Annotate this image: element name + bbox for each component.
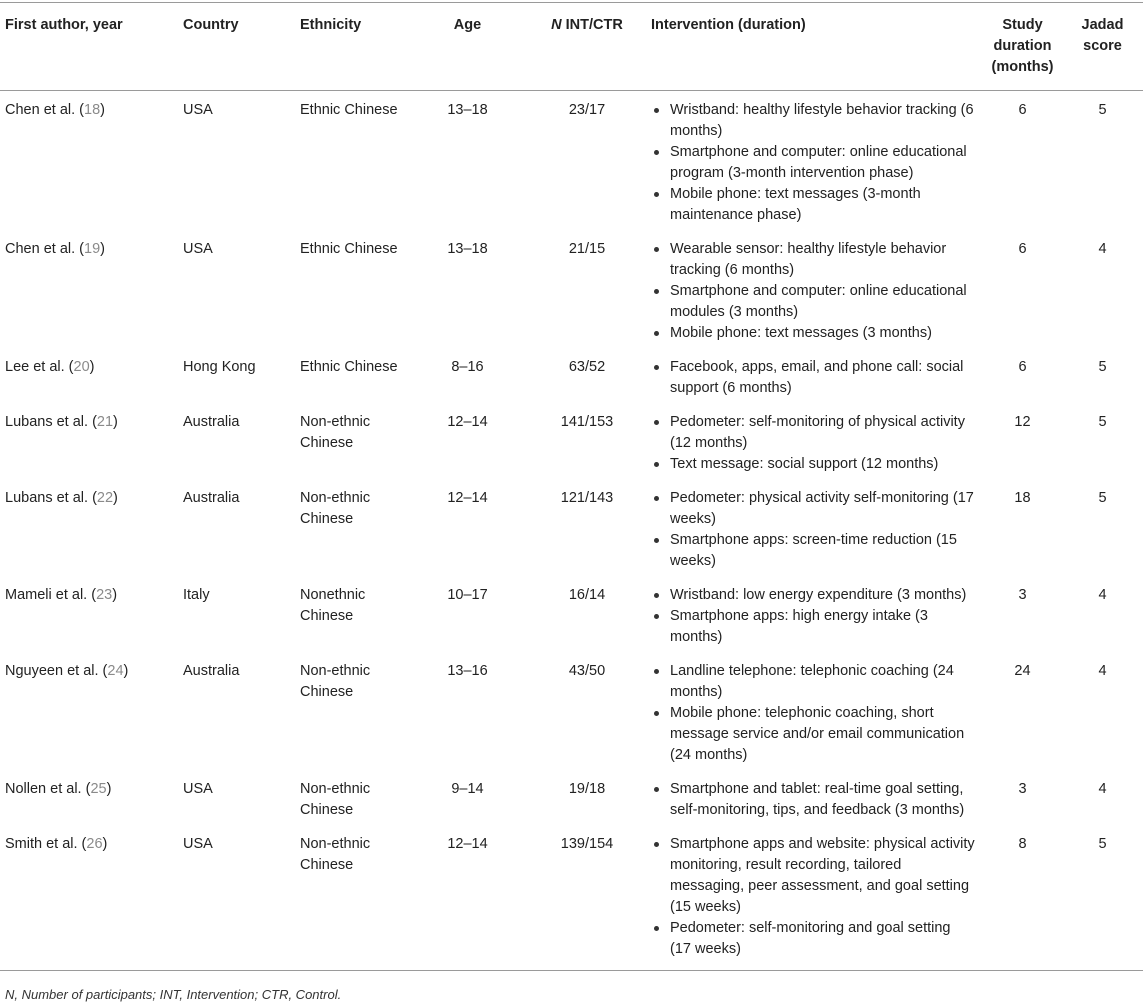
ethnicity-value: Non-ethnic Chinese bbox=[300, 781, 371, 818]
duration-cell bbox=[983, 576, 1065, 652]
duration-cell bbox=[983, 403, 1065, 479]
ethnicity-cell bbox=[295, 576, 407, 652]
reference-link[interactable]: 24 bbox=[107, 663, 124, 679]
author-cell bbox=[0, 230, 178, 348]
intervention-list bbox=[651, 412, 975, 475]
country-cell bbox=[178, 348, 295, 403]
duration-cell bbox=[983, 348, 1065, 403]
author-paren: ) bbox=[102, 836, 108, 852]
header-intervention: Intervention (duration) bbox=[646, 3, 983, 91]
header-author: First author, year bbox=[0, 3, 178, 91]
duration-cell bbox=[983, 825, 1065, 971]
duration-value: 3 bbox=[1018, 587, 1027, 603]
header-duration: Study duration (months) bbox=[983, 3, 1065, 91]
author-cell bbox=[0, 91, 178, 231]
intervention-list bbox=[651, 488, 975, 572]
age-cell bbox=[407, 91, 531, 231]
n-value: 21/15 bbox=[568, 241, 606, 257]
age-cell bbox=[407, 230, 531, 348]
duration-value: 6 bbox=[1018, 102, 1027, 118]
author-cell bbox=[0, 576, 178, 652]
ethnicity-value: Nonethnic Chinese bbox=[300, 587, 366, 624]
n-value: 43/50 bbox=[568, 663, 606, 679]
table-row bbox=[0, 825, 1143, 971]
author-paren: ) bbox=[123, 663, 129, 679]
n-value: 141/153 bbox=[560, 414, 614, 430]
ethnicity-cell bbox=[295, 230, 407, 348]
reference-link[interactable]: 20 bbox=[73, 359, 90, 375]
ethnicity-value: Non-ethnic Chinese bbox=[300, 663, 371, 700]
duration-value: 6 bbox=[1018, 359, 1027, 375]
jadad-value: 5 bbox=[1098, 359, 1107, 375]
country-value: USA bbox=[183, 781, 213, 797]
duration-cell bbox=[983, 479, 1065, 576]
intervention-list bbox=[651, 661, 975, 766]
age-cell bbox=[407, 652, 531, 770]
table-row bbox=[0, 576, 1143, 652]
header-n bbox=[531, 3, 646, 91]
author-name: Chen et al. ( bbox=[5, 241, 84, 257]
jadad-value: 4 bbox=[1098, 241, 1107, 257]
age-cell bbox=[407, 348, 531, 403]
intervention-cell bbox=[646, 770, 983, 825]
age-value: 12–14 bbox=[447, 490, 488, 506]
header-ethnicity: Ethnicity bbox=[295, 3, 407, 91]
jadad-cell bbox=[1065, 576, 1143, 652]
studies-table bbox=[0, 2, 1143, 971]
author-name: Lee et al. ( bbox=[5, 359, 74, 375]
country-cell bbox=[178, 479, 295, 576]
intervention-item: Mobile phone: telephonic coaching, short message service and/or email communication (24 months) bbox=[651, 703, 975, 766]
n-cell bbox=[531, 91, 646, 231]
intervention-item: Wearable sensor: healthy lifestyle behavior tracking (6 months) bbox=[651, 239, 975, 281]
table-row bbox=[0, 652, 1143, 770]
table-row bbox=[0, 770, 1143, 825]
intervention-cell bbox=[646, 825, 983, 971]
ethnicity-cell bbox=[295, 825, 407, 971]
ethnicity-value: Non-ethnic Chinese bbox=[300, 490, 371, 527]
age-cell bbox=[407, 825, 531, 971]
intervention-item: Pedometer: self-monitoring and goal setting (17 weeks) bbox=[651, 918, 975, 960]
jadad-value: 5 bbox=[1098, 102, 1107, 118]
n-cell bbox=[531, 479, 646, 576]
author-cell bbox=[0, 652, 178, 770]
reference-link[interactable]: 26 bbox=[86, 836, 103, 852]
country-value: Australia bbox=[183, 414, 240, 430]
country-value: USA bbox=[183, 241, 213, 257]
intervention-cell bbox=[646, 91, 983, 231]
author-paren: ) bbox=[113, 414, 118, 430]
author-paren: ) bbox=[100, 102, 105, 118]
jadad-value: 5 bbox=[1098, 414, 1107, 430]
duration-value: 3 bbox=[1018, 781, 1027, 797]
country-cell bbox=[178, 230, 295, 348]
ethnicity-value: Ethnic Chinese bbox=[300, 359, 398, 375]
intervention-list bbox=[651, 834, 975, 960]
jadad-cell bbox=[1065, 652, 1143, 770]
intervention-cell bbox=[646, 652, 983, 770]
age-value: 8–16 bbox=[451, 359, 484, 375]
author-paren: ) bbox=[89, 359, 95, 375]
n-cell bbox=[531, 652, 646, 770]
ethnicity-value: Non-ethnic Chinese bbox=[300, 836, 371, 873]
author-name: Lubans et al. ( bbox=[5, 414, 97, 430]
author-name: Smith et al. ( bbox=[5, 836, 87, 852]
jadad-cell bbox=[1065, 91, 1143, 231]
header-n-label: INT/CTR bbox=[561, 17, 623, 33]
table-row bbox=[0, 230, 1143, 348]
intervention-item: Facebook, apps, email, and phone call: social support (6 months) bbox=[651, 357, 975, 399]
intervention-item: Wristband: low energy expenditure (3 months) bbox=[651, 585, 975, 606]
intervention-list bbox=[651, 357, 975, 399]
duration-value: 18 bbox=[1014, 490, 1031, 506]
duration-value: 8 bbox=[1018, 836, 1027, 852]
author-cell bbox=[0, 770, 178, 825]
country-value: Australia bbox=[183, 663, 240, 679]
author-paren: ) bbox=[106, 781, 112, 797]
author-cell bbox=[0, 479, 178, 576]
author-paren: ) bbox=[100, 241, 105, 257]
country-value: Italy bbox=[183, 587, 210, 603]
jadad-cell bbox=[1065, 230, 1143, 348]
ethnicity-value: Ethnic Chinese bbox=[300, 241, 398, 257]
country-cell bbox=[178, 576, 295, 652]
intervention-list bbox=[651, 100, 975, 226]
intervention-item: Smartphone apps: high energy intake (3 months) bbox=[651, 606, 975, 648]
jadad-value: 4 bbox=[1098, 781, 1107, 797]
intervention-list bbox=[651, 779, 975, 821]
reference-link[interactable]: 25 bbox=[90, 781, 107, 797]
intervention-item: Wristband: healthy lifestyle behavior tracking (6 months) bbox=[651, 100, 975, 142]
jadad-value: 5 bbox=[1098, 836, 1107, 852]
jadad-cell bbox=[1065, 348, 1143, 403]
n-value: 23/17 bbox=[568, 102, 606, 118]
reference-link[interactable]: 18 bbox=[84, 102, 101, 118]
n-cell bbox=[531, 230, 646, 348]
intervention-item: Mobile phone: text messages (3 months) bbox=[651, 323, 975, 344]
ethnicity-value: Non-ethnic Chinese bbox=[300, 414, 371, 451]
country-cell bbox=[178, 91, 295, 231]
intervention-cell bbox=[646, 348, 983, 403]
age-cell bbox=[407, 770, 531, 825]
ethnicity-value: Ethnic Chinese bbox=[300, 102, 398, 118]
intervention-item: Pedometer: physical activity self-monitoring (17 weeks) bbox=[651, 488, 975, 530]
intervention-item: Text message: social support (12 months) bbox=[651, 454, 975, 475]
n-cell bbox=[531, 576, 646, 652]
duration-cell bbox=[983, 652, 1065, 770]
jadad-value: 4 bbox=[1098, 587, 1107, 603]
duration-cell bbox=[983, 91, 1065, 231]
age-value: 9–14 bbox=[451, 781, 484, 797]
author-cell bbox=[0, 348, 178, 403]
n-value: 63/52 bbox=[568, 359, 606, 375]
n-cell bbox=[531, 348, 646, 403]
n-value: 121/143 bbox=[560, 490, 614, 506]
n-value: 19/18 bbox=[568, 781, 606, 797]
country-cell bbox=[178, 770, 295, 825]
header-jadad: Jadad score bbox=[1065, 3, 1143, 91]
country-value: Australia bbox=[183, 490, 240, 506]
table-row bbox=[0, 348, 1143, 403]
header-row bbox=[0, 3, 1143, 91]
table-row bbox=[0, 403, 1143, 479]
ethnicity-cell bbox=[295, 348, 407, 403]
duration-cell bbox=[983, 770, 1065, 825]
intervention-cell bbox=[646, 403, 983, 479]
duration-value: 12 bbox=[1014, 414, 1031, 430]
reference-link[interactable]: 22 bbox=[96, 490, 114, 506]
country-value: USA bbox=[183, 102, 213, 118]
header-age: Age bbox=[407, 3, 531, 91]
reference-link[interactable]: 21 bbox=[96, 414, 114, 430]
intervention-cell bbox=[646, 576, 983, 652]
country-cell bbox=[178, 403, 295, 479]
jadad-cell bbox=[1065, 479, 1143, 576]
duration-value: 24 bbox=[1014, 663, 1031, 679]
ethnicity-cell bbox=[295, 403, 407, 479]
intervention-item: Landline telephone: telephonic coaching (24 months) bbox=[651, 661, 975, 703]
age-value: 12–14 bbox=[447, 414, 488, 430]
author-name: Nollen et al. ( bbox=[5, 781, 91, 797]
author-paren: ) bbox=[113, 490, 118, 506]
intervention-cell bbox=[646, 230, 983, 348]
country-value: USA bbox=[183, 836, 213, 852]
duration-cell bbox=[983, 230, 1065, 348]
age-cell bbox=[407, 576, 531, 652]
age-value: 13–16 bbox=[447, 663, 488, 679]
n-value: 139/154 bbox=[560, 836, 614, 852]
author-paren: ) bbox=[112, 587, 118, 603]
intervention-item: Smartphone apps and website: physical activity monitoring, result recording, tailored messaging, peer assessment, and goal setting (15 weeks) bbox=[651, 834, 975, 918]
jadad-cell bbox=[1065, 825, 1143, 971]
age-cell bbox=[407, 403, 531, 479]
n-cell bbox=[531, 403, 646, 479]
age-value: 13–18 bbox=[447, 241, 488, 257]
ethnicity-cell bbox=[295, 652, 407, 770]
intervention-item: Pedometer: self-monitoring of physical activity (12 months) bbox=[651, 412, 975, 454]
ethnicity-cell bbox=[295, 91, 407, 231]
intervention-cell bbox=[646, 479, 983, 576]
jadad-value: 4 bbox=[1098, 663, 1107, 679]
author-name: Nguyeen et al. ( bbox=[5, 663, 108, 679]
reference-link[interactable]: 23 bbox=[96, 587, 113, 603]
table-row bbox=[0, 91, 1143, 231]
intervention-item: Smartphone and tablet: real-time goal setting, self-monitoring, tips, and feedback (3 months) bbox=[651, 779, 975, 821]
intervention-item: Mobile phone: text messages (3-month maintenance phase) bbox=[651, 184, 975, 226]
header-country: Country bbox=[178, 3, 295, 91]
intervention-list bbox=[651, 239, 975, 344]
author-name: Lubans et al. ( bbox=[5, 490, 97, 506]
author-name: Mameli et al. ( bbox=[5, 587, 97, 603]
age-value: 10–17 bbox=[447, 587, 488, 603]
author-cell bbox=[0, 825, 178, 971]
duration-value: 6 bbox=[1018, 241, 1027, 257]
jadad-cell bbox=[1065, 770, 1143, 825]
jadad-value: 5 bbox=[1098, 490, 1107, 506]
header-n-symbol: N bbox=[551, 17, 562, 33]
table-footnote: N, Number of participants; INT, Intervention; CTR, Control. bbox=[5, 987, 342, 1002]
n-cell bbox=[531, 825, 646, 971]
ethnicity-cell bbox=[295, 479, 407, 576]
country-value: Hong Kong bbox=[183, 359, 256, 375]
n-value: 16/14 bbox=[568, 587, 606, 603]
intervention-item: Smartphone and computer: online educational modules (3 months) bbox=[651, 281, 975, 323]
ethnicity-cell bbox=[295, 770, 407, 825]
age-value: 13–18 bbox=[447, 102, 488, 118]
table-body bbox=[0, 91, 1143, 971]
age-value: 12–14 bbox=[447, 836, 488, 852]
author-cell bbox=[0, 403, 178, 479]
country-cell bbox=[178, 825, 295, 971]
country-cell bbox=[178, 652, 295, 770]
intervention-item: Smartphone apps: screen-time reduction (15 weeks) bbox=[651, 530, 975, 572]
jadad-cell bbox=[1065, 403, 1143, 479]
intervention-list bbox=[651, 585, 975, 648]
author-name: Chen et al. ( bbox=[5, 102, 84, 118]
age-cell bbox=[407, 479, 531, 576]
reference-link[interactable]: 19 bbox=[84, 241, 101, 257]
table-row bbox=[0, 479, 1143, 576]
n-cell bbox=[531, 770, 646, 825]
intervention-item: Smartphone and computer: online educational program (3-month intervention phase) bbox=[651, 142, 975, 184]
